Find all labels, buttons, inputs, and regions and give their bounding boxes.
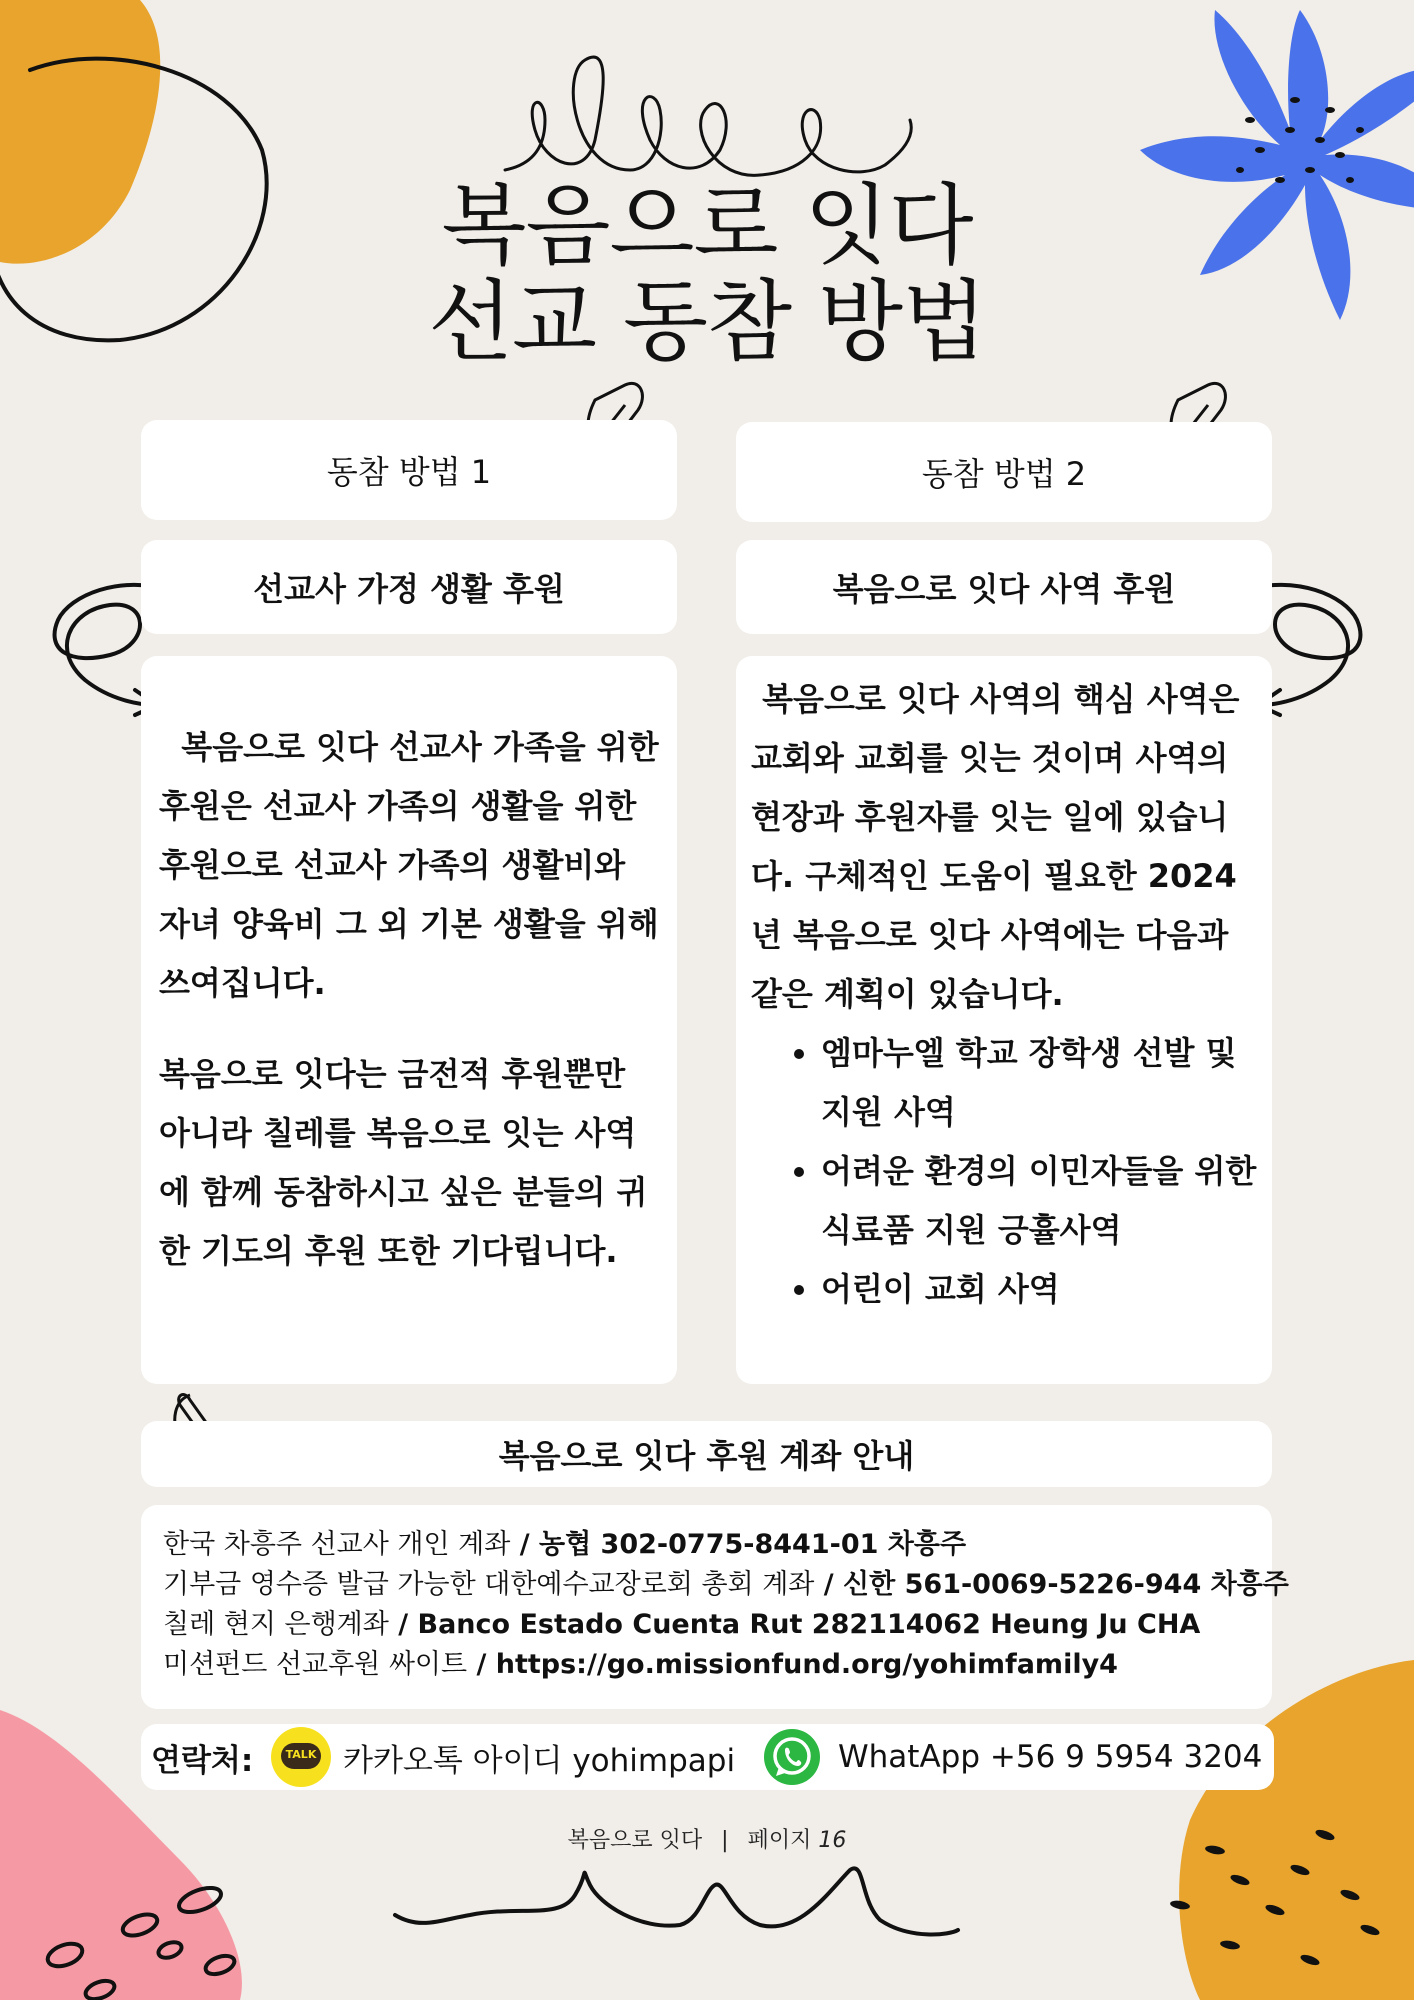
method-1-label-card	[141, 420, 677, 520]
footer-title: 복음으로 잇다	[567, 1828, 703, 1853]
loop-doodle	[505, 57, 911, 175]
method-2-paragraph: 복음으로 잇다 사역의 핵심 사역은 교회와 교회를 잇는 것이며 사역의 현장과 후원자를 잇는 일에 있습니다. 구체적인 도움이 필요한 2024년 복음으로 잇다 사역에는 다음과 같은 계획이 있습니다.	[751, 680, 1251, 1013]
method-2-body-card	[736, 656, 1272, 1384]
bank-row-assembly	[163, 1565, 1289, 1605]
bank-row-personal	[163, 1525, 1289, 1565]
footer-separator: |	[721, 1828, 729, 1853]
kakao-id: 카카오톡 아이디 yohimpapi	[343, 1742, 736, 1779]
method-2-subtitle: 복음으로 잇다 사역 후원	[832, 570, 1176, 608]
contact-label: 연락처:	[151, 1742, 254, 1779]
method-1-body-card	[141, 656, 677, 1384]
bank-row-chile	[163, 1605, 1289, 1645]
method-2-bullet-list	[751, 1024, 1261, 1319]
page-footer	[0, 1823, 1414, 1854]
footer-page-label: 페이지	[747, 1828, 812, 1853]
method-2-label: 동참 방법 2	[921, 455, 1087, 493]
method-2-subtitle-card	[736, 540, 1272, 634]
wave-doodle	[395, 1868, 958, 1934]
bank-row-value: / 신한 561-0069-5226-944 차흥주	[814, 1569, 1289, 1600]
whatsapp-contact[interactable]	[762, 1724, 1262, 1790]
bank-heading-card	[141, 1421, 1272, 1487]
page-title	[0, 174, 1414, 373]
method-1-subtitle: 선교사 가정 생활 후원	[253, 570, 565, 608]
whatsapp-icon	[762, 1727, 822, 1787]
contact-card	[141, 1724, 1274, 1790]
method-1-paragraph-1: 복음으로 잇다 선교사 가족을 위한 후원은 선교사 가족의 생활을 위한 후원으로 선교사 가족의 생활비와 자녀 양육비 그 외 기본 생활을 위해 쓰여집니다.	[159, 728, 670, 1002]
method-2-label-card	[736, 422, 1272, 522]
kakao-contact[interactable]	[271, 1724, 735, 1790]
bank-row-missionfund	[163, 1645, 1289, 1685]
method-1-body	[159, 686, 670, 1313]
kakaotalk-badge-text: TALK	[285, 1748, 317, 1761]
kakaotalk-icon	[271, 1727, 331, 1787]
list-item: • 어린이 교회 사역	[821, 1260, 1261, 1319]
method-2-body	[751, 670, 1261, 1319]
contact-label-item	[151, 1724, 253, 1790]
bank-heading: 복음으로 잇다 후원 계좌 안내	[498, 1437, 915, 1475]
list-item: • 어려운 환경의 이민자들을 위한 식료품 지원 긍휼사역	[821, 1142, 1261, 1260]
bank-row-label: 미션펀드 선교후원 싸이트	[163, 1649, 468, 1680]
title-line-2: 선교 동참 방법	[428, 270, 986, 373]
footer-page-number: 16	[818, 1828, 847, 1853]
bank-row-label: 한국 차흥주 선교사 개인 계좌	[163, 1529, 511, 1560]
bank-row-value[interactable]: / https://go.missionfund.org/yohimfamily4	[467, 1649, 1118, 1680]
bank-row-label: 칠레 현지 은행계좌	[163, 1609, 389, 1640]
method-1-label: 동참 방법 1	[326, 453, 492, 491]
method-1-paragraph-2: 복음으로 잇다는 금전적 후원뿐만 아니라 칠레를 복음으로 잇는 사역에 함께 동참하시고 싶은 분들의 귀한 기도의 후원 또한 기다립니다.	[159, 1055, 648, 1270]
bank-row-label: 기부금 영수증 발급 가능한 대한예수교장로회 총회 계좌	[163, 1569, 815, 1600]
bank-info-card	[141, 1505, 1289, 1709]
title-line-1: 복음으로 잇다	[441, 174, 973, 277]
bank-row-value: / Banco Estado Cuenta Rut 282114062 Heung Ju CHA	[388, 1609, 1201, 1640]
whatsapp-number: WhatApp +56 9 5954 3204	[838, 1739, 1263, 1775]
method-1-subtitle-card	[141, 540, 677, 634]
bank-row-value: / 농협 302-0775-8441-01 차흥주	[510, 1529, 967, 1560]
list-item: • 엠마누엘 학교 장학생 선발 및 지원 사역	[821, 1024, 1261, 1142]
